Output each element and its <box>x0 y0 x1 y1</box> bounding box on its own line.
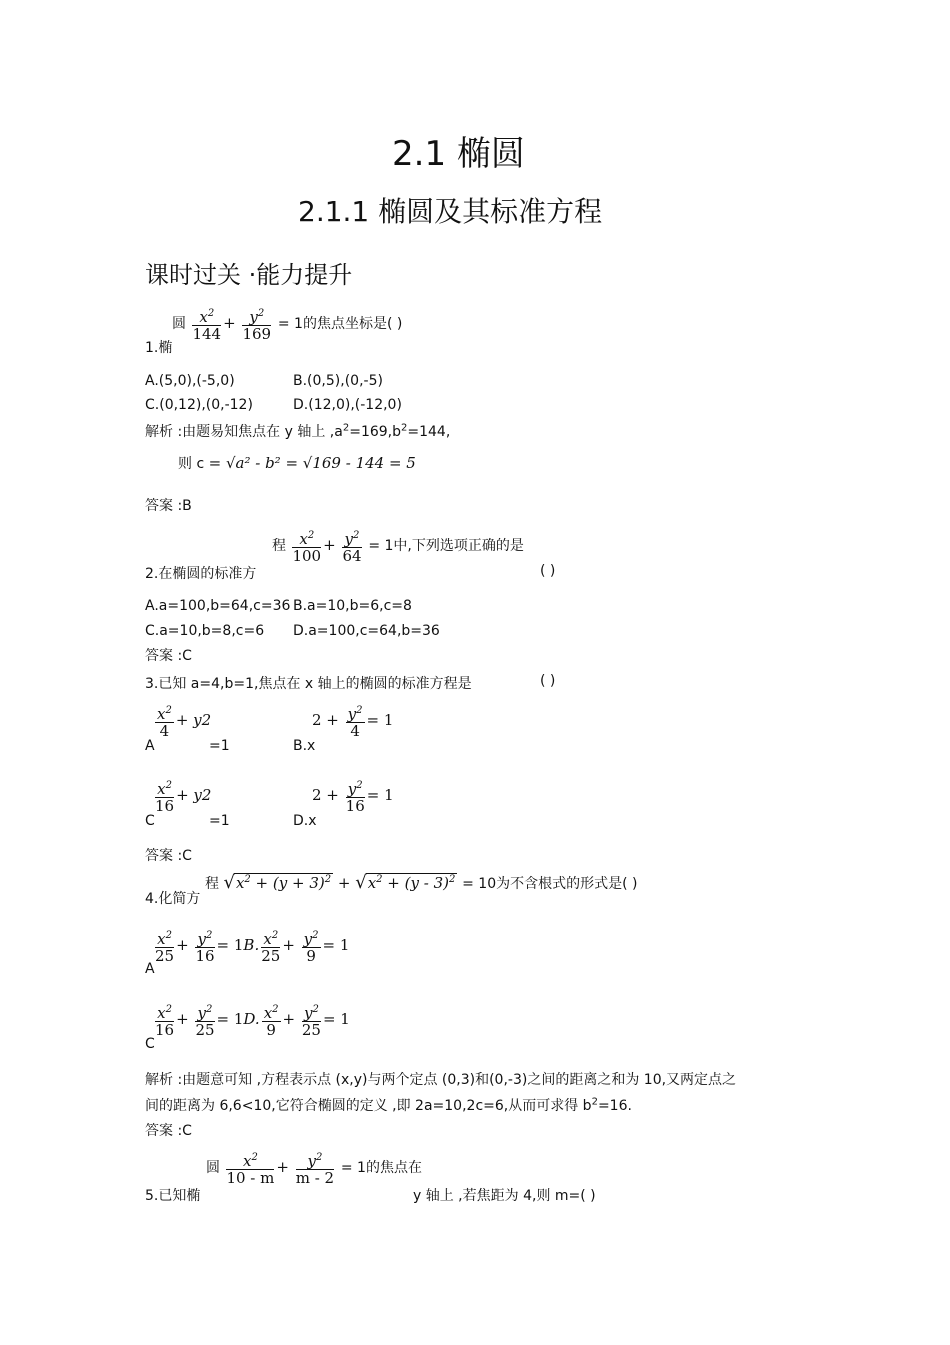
q3-option-c-eq: =1 <box>209 813 230 829</box>
q3-option-a-label: A <box>145 738 155 754</box>
q3-option-c-formula: $\frac{x^2}{16}$ + y2 <box>155 780 212 815</box>
q2-paren: ( ) <box>540 563 556 579</box>
q3-option-b-label: B.x <box>293 738 316 754</box>
section-heading: 课时过关 ·能力提升 <box>145 261 353 289</box>
q4-formula: 程 $√x^2 + (y + 3)^2 + √x^2 + (y - 3)^2 = 10$为不含根式的形式是( ) <box>205 872 638 893</box>
q1-analysis: 解析 :由题易知焦点在 y 轴上 $,a^2=169,b^2=144$, <box>145 422 451 440</box>
q1-calc-formula: = √a² - b² = √169 - 144 = 5 <box>208 454 416 472</box>
page-title: 2.1 椭圆 <box>392 134 525 174</box>
q2-label: 2.在椭圆的标准方 <box>145 566 257 582</box>
q1-option-a: A.(5,0),(-5,0) <box>145 373 235 389</box>
q5-formula: 圆 $\frac{x^2}{10 - m}$ + $\frac{y^2}{m - 2}$ = 1的焦点在 <box>206 1152 422 1187</box>
q2-option-a: A.a=100,b=64,c=36 <box>145 598 291 614</box>
q3-option-d-label: D.x <box>293 813 317 829</box>
q5-label: 5.已知椭 <box>145 1188 201 1204</box>
q4-option-ab-formula: $\frac{x^2}{25}$ + $\frac{y^2}{16}$ = 1B. $\frac{x^2}{25}$ + $\frac{y^2}{9}$ = 1 <box>155 930 350 965</box>
q4-analysis-line2: 间的距离为 6,6<10,它符合椭圆的定义 ,即 2a=10,2c=6,从而可求得 $b^2=16$. <box>145 1096 632 1114</box>
q3-option-d-formula: 2 + $\frac{y^2}{16}$ = 1 <box>312 780 394 815</box>
q2-option-d: D.a=100,c=64,b=36 <box>293 623 440 639</box>
q3-paren: ( ) <box>540 673 556 689</box>
q1-calc: 则 c = √a² - b² = √169 - 144 = 5 <box>178 454 416 472</box>
q4-answer: 答案 :C <box>145 1123 192 1139</box>
q4-option-c-label: C <box>145 1036 155 1052</box>
q2-option-b: B.a=10,b=6,c=8 <box>293 598 412 614</box>
q1-option-c: C.(0,12),(0,-12) <box>145 397 253 413</box>
q3-option-a-formula: $\frac{x^2}{4}$ + y2 <box>157 705 212 740</box>
q3-option-a-eq: =1 <box>209 738 230 754</box>
q3-text: 3.已知 a=4,b=1,焦点在 x 轴上的椭圆的标准方程是 <box>145 676 472 692</box>
q1-option-b: B.(0,5),(0,-5) <box>293 373 383 389</box>
q4-label: 4.化简方 <box>145 891 201 907</box>
q1-formula-post: = 1的焦点坐标是( ) <box>277 316 403 332</box>
q4-option-a-label: A <box>145 961 155 977</box>
page-subtitle: 2.1.1 椭圆及其标准方程 <box>298 195 603 228</box>
q3-answer: 答案 :C <box>145 848 192 864</box>
q2-option-c: C.a=10,b=8,c=6 <box>145 623 265 639</box>
q5-tail: y 轴上 ,若焦距为 4,则 m=( ) <box>413 1188 596 1204</box>
q1-option-d: D.(12,0),(-12,0) <box>293 397 402 413</box>
q4-option-cd-formula: $\frac{x^2}{16}$ + $\frac{y^2}{25}$ = 1D. $\frac{x^2}{9}$ + $\frac{y^2}{25}$ = 1 <box>155 1004 350 1039</box>
q4-analysis: 解析 :由题意可知 ,方程表示点 (x,y)与两个定点 (0,3)和(0,-3)之间的距离之和为 10,又两定点之 <box>145 1072 737 1088</box>
q2-formula: 程 $\frac{x^2}{100}$ + $\frac{y^2}{64}$ = 1中,下列选项正确的是 <box>272 530 524 565</box>
q3-option-c-label: C <box>145 813 155 829</box>
q1-formula: 圆 $\frac{x^2}{144}$ + $\frac{y^2}{169}$ = 1的焦点坐标是( ) <box>172 308 403 343</box>
q2-answer: 答案 :C <box>145 648 192 664</box>
q1-formula-pre: 圆 <box>172 316 186 332</box>
q1-label: 1.椭 <box>145 340 173 356</box>
q3-option-b-formula: 2 + $\frac{y^2}{4}$ = 1 <box>312 705 394 740</box>
q1-answer: 答案 :B <box>145 498 192 514</box>
